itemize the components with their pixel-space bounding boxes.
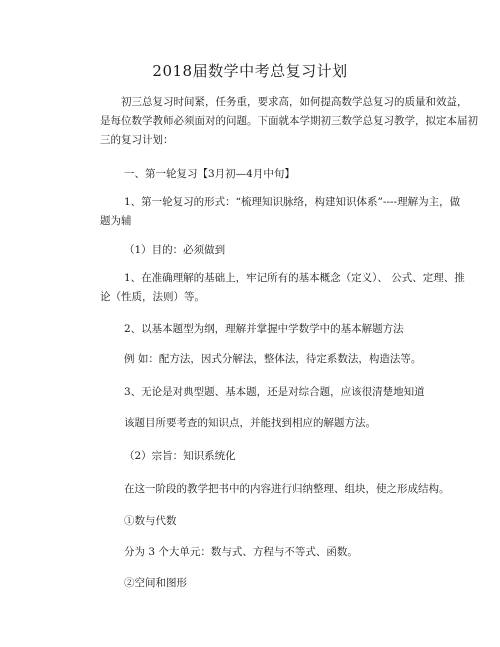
- intro-line: 三的复习计划：: [100, 134, 174, 146]
- goal-heading: （1）目的：必须做到: [124, 244, 226, 256]
- purpose-heading: （2）宗旨：知识系统化: [124, 450, 236, 462]
- goal-item-paragraph: [100, 269, 465, 307]
- part-heading: ①数与代数: [124, 515, 177, 527]
- goal-item-text: 2、以基本题型为纲，理解并掌握中学数学中的基本解题方法: [124, 323, 404, 335]
- part-heading: ②空间和图形: [124, 577, 187, 589]
- item-line: 题为辅: [100, 215, 132, 227]
- intro-line: 初三总复习时间紧，任务重，要求高，如何提高数学总复习的质量和效益，: [121, 96, 468, 108]
- section-heading: 一、第一轮复习【3月初—4月中旬】: [124, 168, 295, 180]
- part-text: 分为 3 个大单元：数与式、方程与不等式、函数。: [124, 546, 358, 558]
- intro-line: 是每位数学教师必须面对的问题。下面就本学期初三数学总复习教学，拟定本届初: [100, 115, 478, 127]
- goal-item-line: 论（性质，法则）等。: [100, 291, 205, 303]
- goal-item-text: 3、无论是对典型题、基本题，还是对综合题，应该很清楚地知道: [124, 386, 425, 398]
- goal-item-continuation: 该题目所要考查的知识点，并能找到相应的解题方法。: [124, 417, 376, 429]
- item-line: 1、第一轮复习的形式：“梳理知识脉络，构建知识体系”----理解为主，做: [124, 196, 461, 208]
- document-title: 2018届数学中考总复习计划: [152, 62, 348, 80]
- goal-item-line: 1、在准确理解的基础上，牢记所有的基本概念（定义）、 公式、定理、推: [124, 272, 465, 284]
- item-paragraph: [100, 193, 460, 231]
- goal-example-text: 例 如：配方法，因式分解法，整体法，待定系数法，构造法等。: [124, 353, 422, 365]
- intro-paragraph: [100, 93, 478, 150]
- purpose-text: 在这一阶段的教学把书中的内容进行归纳整理、组块，使之形成结构。: [124, 483, 450, 495]
